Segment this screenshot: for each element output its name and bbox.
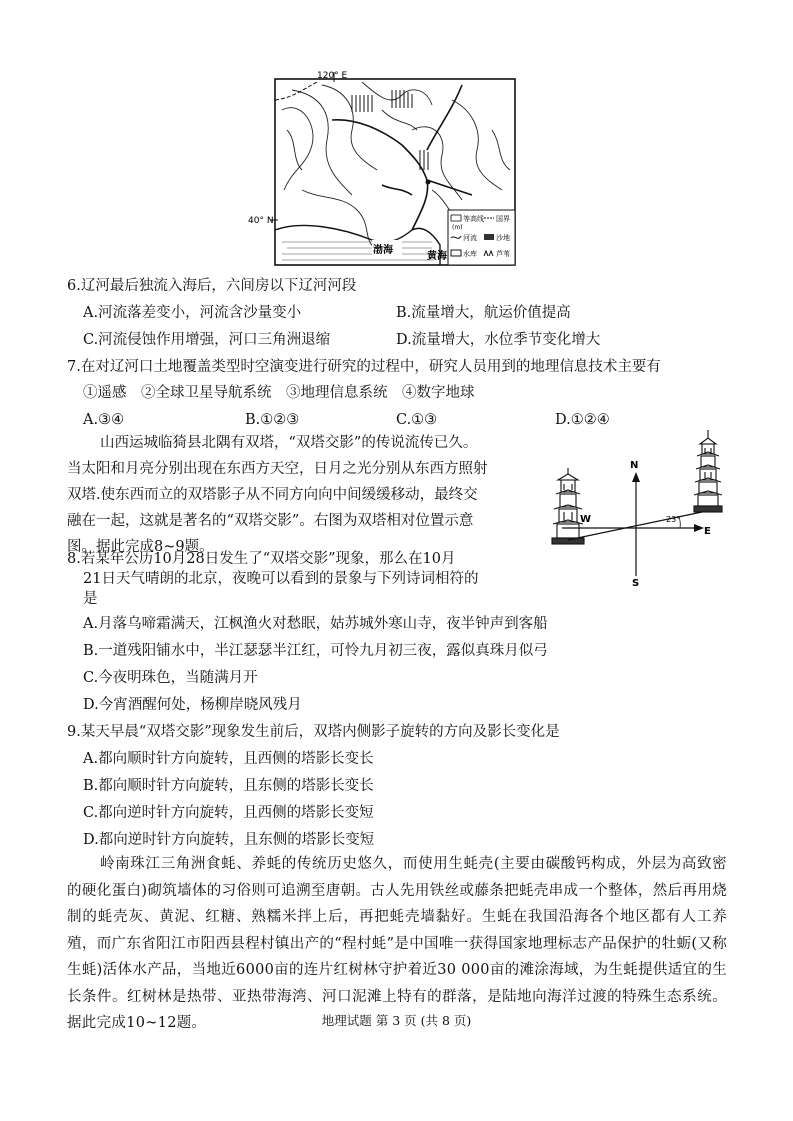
lat-label: 40° N bbox=[248, 216, 274, 226]
q7-option-a: A.③④ bbox=[83, 412, 125, 428]
lon-label: 120° E bbox=[317, 71, 348, 81]
intro89-line-2: 当太阳和月亮分别出现在东西方天空，日月之光分别从东西方照射 bbox=[67, 461, 488, 477]
intro89-line-1: 山西运城临猗县北隅有双塔，“双塔交影”的传说流传已久。 bbox=[100, 435, 478, 451]
twin-tower-diagram bbox=[540, 428, 740, 588]
sea-label-huanghai: 黄海 bbox=[427, 251, 447, 262]
legend-label-border: 国界 bbox=[496, 215, 510, 223]
sand-legend-icon bbox=[484, 234, 494, 240]
east-tower-icon bbox=[694, 430, 722, 512]
q7-items: ①遥感 ②全球卫星导航系统 ③地理信息系统 ④数字地球 bbox=[83, 385, 475, 401]
q8-stem-line-2: 21日天气晴朗的北京，夜晚可以看到的景象与下列诗词相符的 bbox=[83, 571, 479, 587]
angle-label: 23° bbox=[666, 515, 681, 524]
legend-label-reed: 芦苇 bbox=[496, 250, 510, 258]
liaohe-map-figure bbox=[248, 70, 524, 270]
q7-stem: 7.在对辽河口土地覆盖类型时空演变进行研究的过程中，研究人员用到的地理信息技术主要有 bbox=[67, 359, 661, 375]
q6-option-b: B.流量增大，航运价值提高 bbox=[396, 305, 571, 321]
passage-10-12: 岭南珠江三角洲食蚝、养蚝的传统历史悠久，而使用生蚝壳(主要由碳酸钙构成，外层为高致密的硬化蛋白)砌筑墙体的习俗则可追溯至唐朝。古人先用铁丝或藤条把蚝壳串成一个整体，然后再用烧制的蚝壳灰、黄泥、红糖、熟糯米拌上后，再把蚝壳墙黏好。生蚝在我国沿海各个地区都有人工养殖，而广东省阳江市阳西县程村镇出产的“程村蚝”是中国唯一获得国家地理标志产品保护的牡蛎(又称生蚝)活体水产品，当地近6000亩的连片红树林守护着近30 000亩的滩涂海域，为生蚝提供适宜的生长条件。红树林是热带、亚热带海湾、河口泥滩上特有的群落，是陆地向海洋过渡的特殊生态系统。据此完成10~12题。 bbox=[67, 856, 727, 1031]
legend-label-contour: 等高线 bbox=[463, 215, 484, 223]
twin-tower-svg bbox=[540, 428, 740, 588]
compass-e: E bbox=[704, 526, 711, 537]
q6-option-a: A.河流落差变小，河流含沙量变小 bbox=[83, 305, 302, 321]
intro89-line-4: 融在一起，这就是著名的“双塔交影”。右图为双塔相对位置示意 bbox=[67, 513, 474, 529]
q9-stem: 9.某天早晨“双塔交影”现象发生前后，双塔内侧影子旋转的方向及影长变化是 bbox=[67, 724, 560, 740]
page-footer: 地理试题 第 3 页 (共 8 页) bbox=[321, 1013, 472, 1028]
q8-option-a: A.月落乌啼霜满天，江枫渔火对愁眠，姑苏城外寒山寺，夜半钟声到客船 bbox=[83, 616, 548, 632]
legend-label-river: 河流 bbox=[463, 234, 477, 242]
intro89-line-3: 双塔.使东西而立的双塔影子从不同方向向中间缓缓移动，最终交 bbox=[67, 487, 478, 503]
q9-option-d: D.都向逆时针方向旋转，且东侧的塔影长变短 bbox=[83, 832, 375, 848]
q8-option-b: B.一道残阳铺水中，半江瑟瑟半江红，可怜九月初三夜，露似真珠月似弓 bbox=[83, 643, 548, 659]
q7-option-b: B.①②③ bbox=[245, 412, 300, 428]
west-tower-icon bbox=[552, 468, 584, 544]
north-arrow-icon bbox=[632, 472, 640, 482]
town-marker bbox=[426, 180, 431, 185]
q8-option-d: D.今宵酒醒何处，杨柳岸晓风残月 bbox=[83, 697, 302, 713]
legend-sublabel-unit: (m) bbox=[452, 224, 463, 231]
liaohe-map-svg bbox=[248, 70, 524, 270]
legend-label-sand: 沙地 bbox=[496, 234, 510, 242]
intro89-line-5: 图。据此完成8~9题。 bbox=[67, 539, 214, 555]
q9-option-b: B.都向顺时针方向旋转，且东侧的塔影长变长 bbox=[83, 778, 374, 794]
q6-stem: 6.辽河最后独流入海后，六间房以下辽河河段 bbox=[67, 278, 357, 294]
east-arrow-icon bbox=[694, 524, 704, 532]
sea-label-bohai: 渤海 bbox=[373, 245, 393, 256]
q8-option-c: C.今夜明珠色，当随满月开 bbox=[83, 670, 258, 686]
q8-stem-line-3: 是 bbox=[83, 591, 98, 607]
q6-option-c: C.河流侵蚀作用增强，河口三角洲退缩 bbox=[83, 332, 331, 348]
compass-s: S bbox=[632, 578, 640, 589]
legend-label-reservoir: 水库 bbox=[463, 250, 477, 258]
q8-stem-line-1: 8.若某年公历10月28日发生了“双塔交影”现象，那么在10月 bbox=[67, 551, 456, 567]
q7-option-d: D.①②④ bbox=[555, 412, 610, 428]
q9-option-a: A.都向顺时针方向旋转，且西侧的塔影长变长 bbox=[83, 751, 374, 767]
q9-option-c: C.都向逆时针方向旋转，且西侧的塔影长变短 bbox=[83, 805, 374, 821]
compass-n: N bbox=[630, 460, 639, 471]
q7-option-c: C.①③ bbox=[396, 412, 438, 428]
q6-option-d: D.流量增大，水位季节变化增大 bbox=[396, 332, 601, 348]
compass-w: W bbox=[580, 514, 592, 525]
